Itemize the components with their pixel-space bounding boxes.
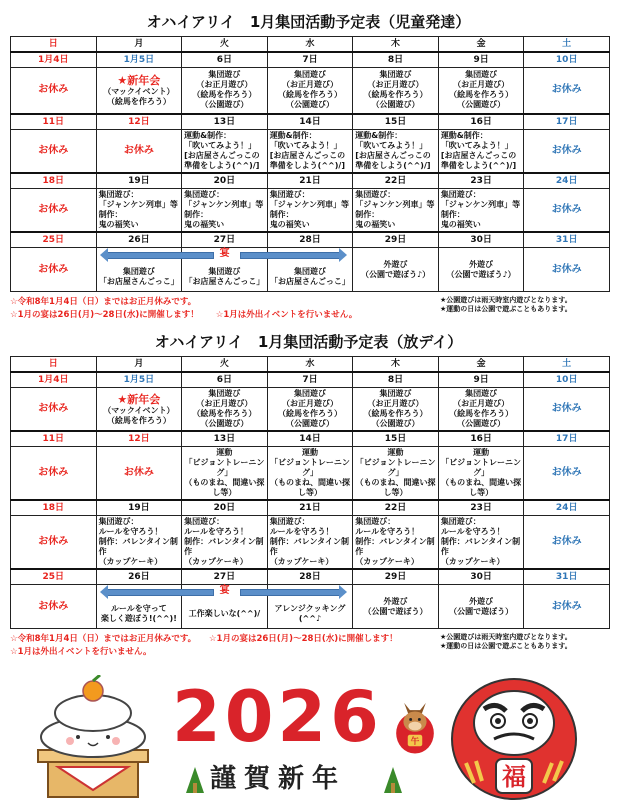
pine-decoration-icon: [184, 765, 206, 795]
date-cell: 30日: [438, 569, 524, 585]
notes-red-column: [10, 296, 430, 322]
activity-row: [11, 516, 610, 570]
activity-text: お休み: [551, 144, 582, 156]
activity-text: 外遊び （公園で遊ぼう♪）: [446, 259, 516, 279]
notes-black-column: [440, 296, 610, 322]
date-row: [11, 173, 610, 189]
date-cell: 15日: [353, 114, 439, 130]
activity-cell: [11, 129, 97, 173]
date-cell: 21日: [267, 173, 353, 189]
date-cell: 10日: [524, 52, 610, 68]
date-row: [11, 500, 610, 516]
weekday-header: 金: [438, 357, 524, 373]
notes-black-column: [440, 633, 610, 659]
activity-cell: [11, 447, 97, 501]
activity-cell: [353, 188, 439, 232]
date-cell: 23日: [438, 500, 524, 516]
activity-text: 集団遊び 「お店屋さんごっこ」: [184, 266, 265, 286]
activity-text: お休み: [38, 84, 69, 96]
activity-text: お休み: [38, 467, 69, 478]
activity-cell: [524, 129, 610, 173]
date-cell: 11日: [11, 431, 97, 447]
activity-cell: [96, 129, 182, 173]
weekday-header: 水: [267, 37, 353, 53]
activity-cell: [353, 447, 439, 501]
weekday-header: 火: [182, 357, 268, 373]
activity-row: [11, 585, 610, 629]
activity-text: 集団遊び： 「ジャンケン列車」等 制作： 鬼の福笑い: [355, 189, 435, 229]
activity-cell: [353, 68, 439, 114]
activity-cell: [438, 516, 524, 570]
date-cell: 30日: [438, 232, 524, 248]
activity-text: お休み: [38, 600, 69, 612]
date-cell: 25日: [11, 232, 97, 248]
activity-text: お休み: [123, 144, 154, 156]
activity-cell: [438, 585, 524, 629]
horse-char: 午: [410, 737, 420, 748]
date-cell: 17日: [524, 431, 610, 447]
activity-cell: [11, 188, 97, 232]
activity-cell: [524, 516, 610, 570]
activity-text: 集団遊び （お正月遊び） （絵馬を作ろう） （公園遊び）: [277, 389, 342, 428]
activity-text: お休み: [38, 203, 69, 215]
date-cell: 8日: [353, 52, 439, 68]
activity-cell: [438, 188, 524, 232]
activity-text: お休み: [38, 536, 69, 547]
activity-text: （マックイベント） （絵馬を作ろう）: [103, 86, 175, 106]
date-cell: 10日: [524, 372, 610, 388]
weekday-header: 火: [182, 37, 268, 53]
activity-cell: [353, 516, 439, 570]
date-row: [11, 52, 610, 68]
activity-text: 運動 「ビジョントレーニング」 （ものまね、間違い探し等）: [355, 448, 436, 497]
activity-cell: [96, 447, 182, 501]
date-cell: 29日: [353, 232, 439, 248]
activity-cell: [524, 68, 610, 114]
activity-cell: [267, 447, 353, 501]
date-cell: 27日: [182, 232, 268, 248]
date-row: [11, 372, 610, 388]
activity-cell: [524, 447, 610, 501]
activity-text: 集団遊び： ルールを守ろう！ 制作：バレンタイン制作 （カップケーキ）: [440, 517, 521, 566]
date-cell: 14日: [267, 431, 353, 447]
activity-cell: [353, 388, 439, 432]
activity-cell: [267, 388, 353, 432]
kagami-mochi-illustration: [28, 675, 158, 800]
weekday-header: 日: [11, 37, 97, 53]
activity-text: 集団遊び （お正月遊び） （絵馬を作ろう） （公園遊び）: [277, 70, 342, 110]
date-cell: 14日: [267, 114, 353, 130]
notes-red-column: [10, 633, 430, 659]
activity-cell: [353, 129, 439, 173]
weekday-header: 金: [438, 37, 524, 53]
activity-text: 集団遊び 「お店屋さんごっこ」: [270, 266, 350, 286]
weekday-header: 木: [353, 357, 439, 373]
activity-text: お休み: [551, 263, 582, 275]
date-cell: 9日: [438, 372, 524, 388]
pine-decoration-icon: [382, 765, 404, 795]
activity-text: 集団遊び： ルールを守ろう！ 制作：バレンタイン制作 （カップケーキ）: [355, 517, 435, 566]
activity-cell: [438, 248, 524, 292]
date-cell: 19日: [96, 173, 182, 189]
activity-text: 集団遊び： 「ジャンケン列車」等 制作： 鬼の福笑い: [98, 189, 178, 229]
activity-text: 運動&制作： 「吹いてみよう！」 [お店屋さんごっこの準備をしよう(^^)/]: [355, 130, 431, 170]
activity-text: 運動 「ビジョントレーニング」 （ものまね、間違い探し等）: [441, 448, 522, 497]
activity-text: 集団遊び： ルールを守ろう！ 制作：バレンタイン制作 （カップケーキ）: [98, 517, 178, 566]
activity-cell: [96, 388, 182, 432]
weekday-header: 日: [11, 357, 97, 373]
date-cell: 25日: [11, 569, 97, 585]
date-cell: 23日: [438, 173, 524, 189]
date-row: [11, 569, 610, 585]
daruma-char: 福: [502, 763, 526, 791]
activity-text: 運動&制作： 「吹いてみよう！」 [お店屋さんごっこの準備をしよう(^^)/]: [440, 130, 517, 170]
activity-text: 工作楽しいな(^^)/: [188, 608, 261, 618]
event-span-arrow-left: [107, 252, 214, 259]
activity-cell: [96, 188, 182, 232]
date-cell: 13日: [182, 431, 268, 447]
weekday-header-row: [11, 37, 610, 53]
date-cell: 24日: [524, 173, 610, 189]
date-cell: 27日: [182, 569, 268, 585]
activity-cell: [11, 585, 97, 629]
new-year-footer: [0, 667, 617, 807]
date-cell: 15日: [353, 431, 439, 447]
activity-cell: [438, 68, 524, 114]
utage-label: 宴: [219, 248, 230, 259]
weekday-header: 水: [267, 357, 353, 373]
activity-row: [11, 68, 610, 114]
date-cell: 31日: [524, 232, 610, 248]
date-row: [11, 232, 610, 248]
date-cell: 8日: [353, 372, 439, 388]
weekday-header-row: [11, 357, 610, 373]
activity-cell: [438, 388, 524, 432]
activity-text: 集団遊び 「お店屋さんごっこ」: [98, 266, 179, 286]
activity-text: お休み: [38, 144, 69, 156]
activity-text: 集団遊び （お正月遊び） （絵馬を作ろう） （公園遊び）: [192, 70, 257, 110]
activity-cell: [438, 129, 524, 173]
activity-text: お休み: [551, 203, 582, 215]
activity-cell: [182, 388, 268, 432]
date-cell: 11日: [11, 114, 97, 130]
date-cell: 22日: [353, 500, 439, 516]
activity-text: 集団遊び： ルールを守ろう！ 制作：バレンタイン制作 （カップケーキ）: [269, 517, 350, 566]
date-cell: 20日: [182, 500, 268, 516]
activity-cell: [524, 388, 610, 432]
activity-text: 運動 「ビジョントレーニング」 （ものまね、間違い探し等）: [184, 448, 265, 497]
activity-row: [11, 129, 610, 173]
activity-cell: [96, 516, 182, 570]
activity-text: 集団遊び （お正月遊び） （絵馬を作ろう） （公園遊び）: [363, 70, 428, 110]
activity-cell: [267, 129, 353, 173]
date-cell: 28日: [267, 569, 353, 585]
activity-cell: [267, 188, 353, 232]
activity-cell: [524, 188, 610, 232]
activity-cell: [11, 388, 97, 432]
horse-daruma-icon: [394, 697, 436, 755]
date-cell: 16日: [438, 431, 524, 447]
activity-text: 外遊び （公園で遊ぼう）: [449, 596, 514, 616]
date-cell: 21日: [267, 500, 353, 516]
activity-text: 運動&制作： 「吹いてみよう！」 [お店屋さんごっこの準備をしよう(^^)/]: [269, 130, 346, 170]
date-cell: 1月4日: [11, 52, 97, 68]
activity-text: お休み: [551, 84, 582, 96]
notice: ★公園遊びは雨天時室内遊びとなります。: [440, 296, 572, 304]
activity-row: [11, 388, 610, 432]
activity-text: 集団遊び： 「ジャンケン列車」等 制作： 鬼の福笑い: [269, 189, 349, 229]
year-2026: 2026: [172, 676, 383, 758]
date-cell: 24日: [524, 500, 610, 516]
notice-red: ☆1月は外出イベントを行いません。: [10, 647, 152, 657]
date-cell: 7日: [267, 372, 353, 388]
weekday-header: 土: [524, 37, 610, 53]
calendar-title: オハイアリイ 1月集団活動予定表（放デイ）: [154, 333, 463, 351]
activity-text: お休み: [551, 403, 582, 414]
notice-red: ☆令和8年1月4日（日）まではお正月休みです。 ☆1月の宴は26日(月)～28日(水)に開催します！: [10, 634, 398, 644]
event-span-arrow-right: [240, 589, 340, 596]
date-cell: 18日: [11, 500, 97, 516]
activity-text: 集団遊び （お正月遊び） （絵馬を作ろう） （公園遊び）: [192, 389, 257, 428]
weekday-header: 土: [524, 357, 610, 373]
utage-label: 宴: [219, 585, 230, 596]
activity-text: 集団遊び （お正月遊び） （絵馬を作ろう） （公園遊び）: [449, 389, 514, 428]
activity-text: お休み: [551, 536, 582, 547]
activity-cell: [11, 516, 97, 570]
activity-cell: [267, 68, 353, 114]
calendar-table: [10, 356, 610, 629]
activity-cell: [524, 248, 610, 292]
notes-block: [10, 633, 610, 659]
date-cell: 12日: [96, 114, 182, 130]
weekday-header: 月: [96, 37, 182, 53]
activity-cell: [96, 68, 182, 114]
date-cell: 22日: [353, 173, 439, 189]
activity-cell: [11, 68, 97, 114]
date-cell: 12日: [96, 431, 182, 447]
activity-text: お休み: [38, 263, 69, 275]
date-cell: 20日: [182, 173, 268, 189]
activity-text: 集団遊び （お正月遊び） （絵馬を作ろう） （公園遊び）: [363, 389, 428, 428]
date-cell: 18日: [11, 173, 97, 189]
date-cell: 26日: [96, 569, 182, 585]
date-cell: 9日: [438, 52, 524, 68]
activity-cell: [182, 516, 268, 570]
activity-text: アレンジクッキング (^^♪: [274, 603, 346, 623]
activity-text: （マックイベント） （絵馬を作ろう）: [103, 405, 175, 425]
greeting-text: 謹賀新年: [210, 764, 347, 794]
activity-cell: [182, 447, 268, 501]
activity-cell: [96, 248, 230, 292]
activity-cell: [182, 129, 268, 173]
weekday-header: 月: [96, 357, 182, 373]
activity-text: お休み: [551, 467, 582, 478]
activity-row: [11, 248, 610, 292]
date-cell: 28日: [267, 232, 353, 248]
activity-text: 集団遊び （お正月遊び） （絵馬を作ろう） （公園遊び）: [449, 70, 514, 110]
activity-cell: [267, 516, 353, 570]
date-row: [11, 114, 610, 130]
activity-row: [11, 447, 610, 501]
activity-text: お休み: [123, 467, 154, 478]
activity-text: 運動 「ビジョントレーニング」 （ものまね、間違い探し等）: [269, 448, 350, 497]
activity-text: 外遊び （公園で遊ぼう♪）: [360, 259, 431, 279]
date-cell: 26日: [96, 232, 182, 248]
date-cell: 31日: [524, 569, 610, 585]
activity-cell: [438, 447, 524, 501]
event-span-arrow-right: [240, 252, 340, 259]
activity-cell: [182, 188, 268, 232]
notice: ★公園遊びは雨天時室内遊びとなります。: [440, 633, 572, 641]
event-heading: ★新年会: [117, 73, 161, 87]
activity-cell: [524, 585, 610, 629]
activity-text: 集団遊び： 「ジャンケン列車」等 制作： 鬼の福笑い: [440, 189, 521, 229]
date-cell: 17日: [524, 114, 610, 130]
event-heading: ★新年会: [117, 392, 161, 406]
activity-text: お休み: [38, 403, 69, 414]
date-cell: 19日: [96, 500, 182, 516]
date-cell: 1月4日: [11, 372, 97, 388]
daruma-illustration: [444, 671, 584, 803]
activity-text: ルールを守って 楽しく遊ぼう!(^^)!: [100, 603, 177, 623]
date-cell: 29日: [353, 569, 439, 585]
calendar-title: オハイアリイ 1月集団活動予定表（児童発達）: [146, 13, 471, 31]
date-cell: 1月5日: [96, 372, 182, 388]
activity-row: [11, 188, 610, 232]
notice-red: ☆令和8年1月4日（日）まではお正月休みです。: [10, 297, 197, 307]
notes-block: [10, 296, 610, 322]
date-row: [11, 431, 610, 447]
notice-red: ☆1月の宴は26日(月)～28日(水)に開催します！ ☆1月は外出イベントを行いません。: [10, 310, 358, 320]
date-cell: 16日: [438, 114, 524, 130]
calendar-table: [10, 36, 610, 292]
date-cell: 1月5日: [96, 52, 182, 68]
date-cell: 6日: [182, 372, 268, 388]
event-span-arrow-left: [107, 589, 214, 596]
date-cell: 13日: [182, 114, 268, 130]
activity-text: 外遊び （公園で遊ぼう）: [363, 596, 428, 616]
activity-text: お休み: [551, 600, 582, 612]
activity-cell: [353, 585, 439, 629]
notice: ★運動の日は公園で遊ぶこともあります。: [440, 305, 572, 313]
weekday-header: 木: [353, 37, 439, 53]
activity-text: 集団遊び： 「ジャンケン列車」等 制作： 鬼の福笑い: [184, 189, 264, 229]
notice: ★運動の日は公園で遊ぶこともあります。: [440, 642, 572, 650]
date-cell: 7日: [267, 52, 353, 68]
activity-text: 運動&制作： 「吹いてみよう！」 [お店屋さんごっこの準備をしよう(^^)/]: [184, 130, 260, 170]
activity-cell: [353, 248, 439, 292]
activity-cell: [182, 68, 268, 114]
activity-text: 集団遊び： ルールを守ろう！ 制作：バレンタイン制作 （カップケーキ）: [184, 517, 264, 566]
date-cell: 6日: [182, 52, 268, 68]
activity-cell: [11, 248, 97, 292]
